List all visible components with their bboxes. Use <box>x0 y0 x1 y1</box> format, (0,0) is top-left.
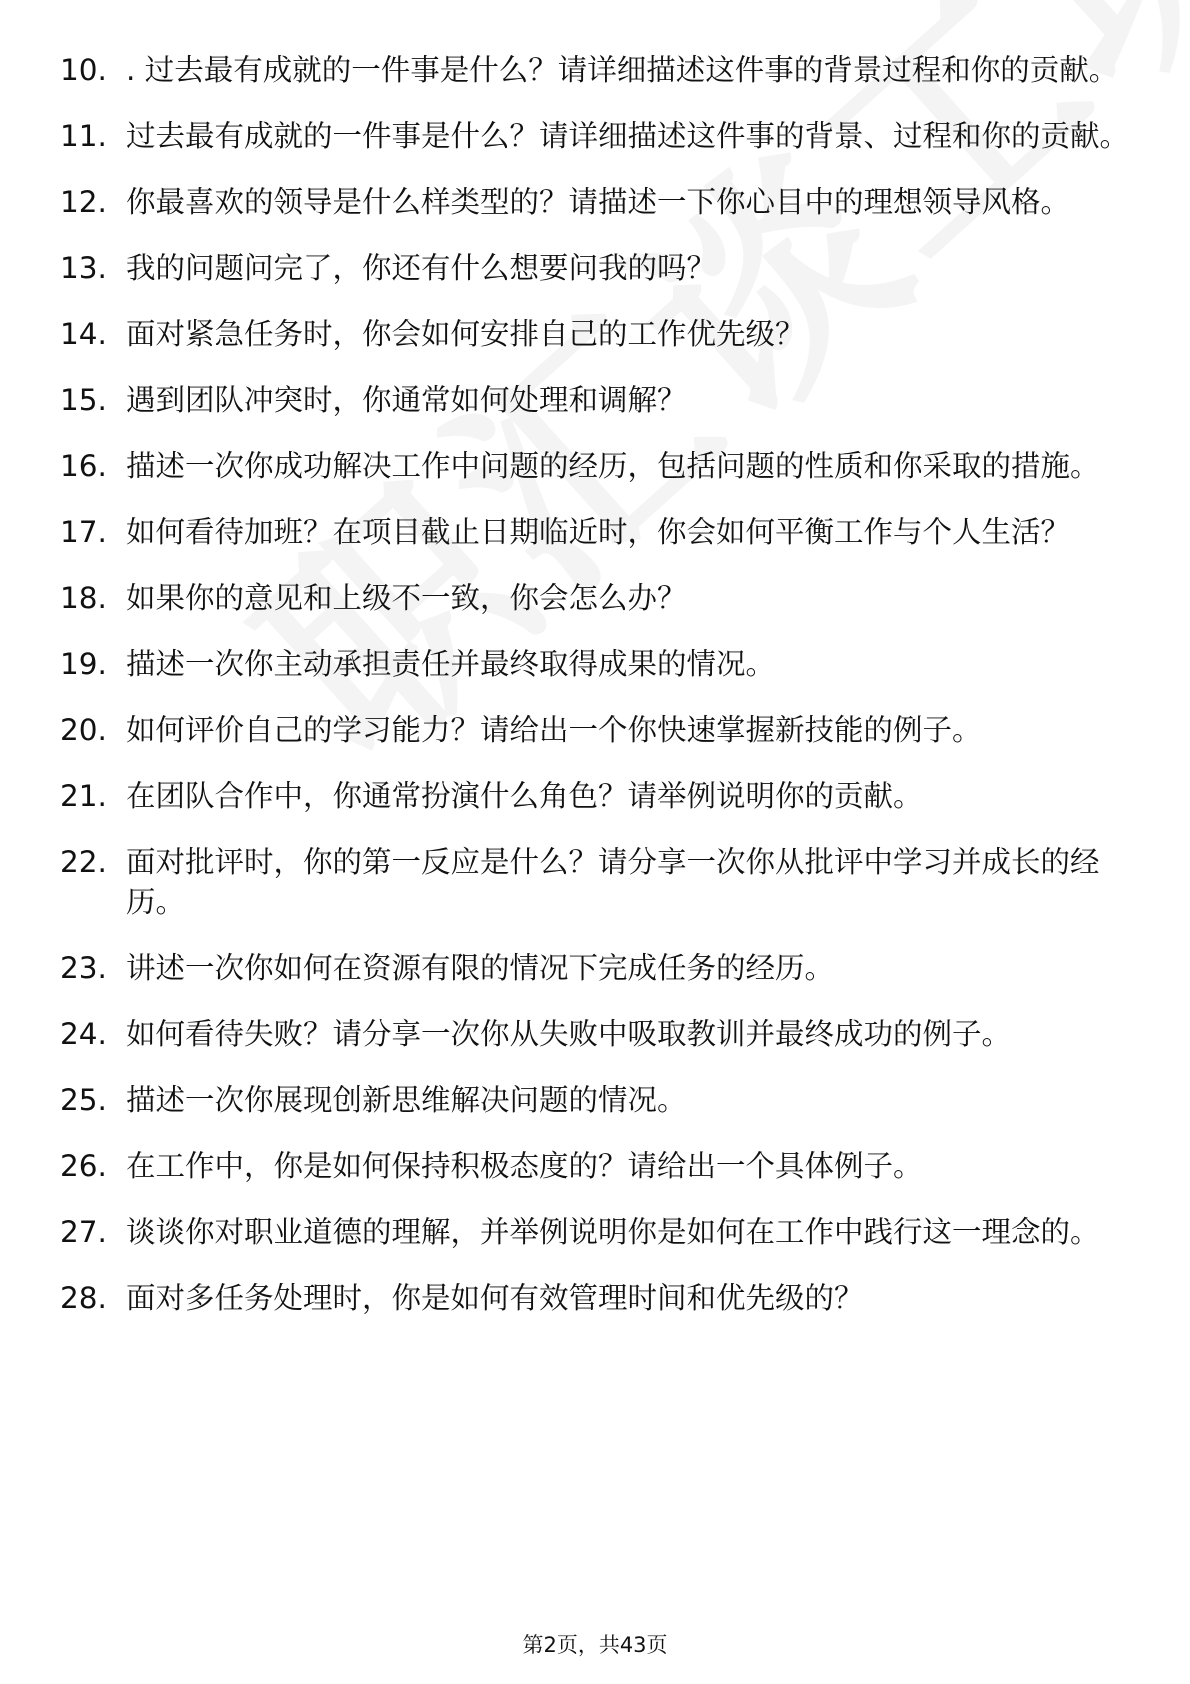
question-text: 面对批评时，你的第一反应是什么？请分享一次你从批评中学习并成长的经历。 <box>126 845 1100 919</box>
question-number: 23. <box>60 951 107 985</box>
list-item <box>60 248 1140 288</box>
list-item <box>60 776 1140 816</box>
question-number: 13. <box>60 251 107 285</box>
question-list <box>60 50 1140 1344</box>
question-text: 如何看待失败？请分享一次你从失败中吸取教训并最终成功的例子。 <box>126 1017 1012 1051</box>
question-text: 过去最有成就的一件事是什么？请详细描述这件事的背景、过程和你的贡献。 <box>126 119 1130 153</box>
question-text: 在团队合作中，你通常扮演什么角色？请举例说明你的贡献。 <box>126 779 923 813</box>
question-text: 谈谈你对职业道德的理解，并举例说明你是如何在工作中践行这一理念的。 <box>126 1215 1100 1249</box>
question-text: 如何评价自己的学习能力？请给出一个你快速掌握新技能的例子。 <box>126 713 982 747</box>
question-text: 如何看待加班？在项目截止日期临近时，你会如何平衡工作与个人生活？ <box>126 515 1071 549</box>
question-text: 讲述一次你如何在资源有限的情况下完成任务的经历。 <box>126 951 835 985</box>
question-number: 11. <box>60 119 107 153</box>
list-item <box>60 1014 1140 1054</box>
list-item <box>60 380 1140 420</box>
question-number: 10. <box>60 53 107 87</box>
question-number: 22. <box>60 845 107 879</box>
question-number: 26. <box>60 1149 107 1183</box>
list-item <box>60 948 1140 988</box>
list-item <box>60 1212 1140 1252</box>
question-text: 描述一次你展现创新思维解决问题的情况。 <box>126 1083 687 1117</box>
question-text: 面对多任务处理时，你是如何有效管理时间和优先级的？ <box>126 1281 864 1315</box>
question-text: 面对紧急任务时，你会如何安排自己的工作优先级？ <box>126 317 805 351</box>
question-number: 19. <box>60 647 107 681</box>
question-number: 15. <box>60 383 107 417</box>
list-item <box>60 512 1140 552</box>
list-item <box>60 1278 1140 1318</box>
question-number: 21. <box>60 779 107 813</box>
question-number: 25. <box>60 1083 107 1117</box>
question-text: 遇到团队冲突时，你通常如何处理和调解？ <box>126 383 687 417</box>
list-item <box>60 314 1140 354</box>
list-item <box>60 644 1140 684</box>
question-number: 28. <box>60 1281 107 1315</box>
list-item <box>60 710 1140 750</box>
list-item <box>60 182 1140 222</box>
list-item <box>60 578 1140 618</box>
question-number: 18. <box>60 581 107 615</box>
list-item <box>60 1080 1140 1120</box>
page-number-label: 第2页，共43页 <box>522 1633 668 1657</box>
list-item <box>60 116 1140 156</box>
list-item <box>60 842 1140 922</box>
question-text: 描述一次你主动承担责任并最终取得成果的情况。 <box>126 647 776 681</box>
question-number: 27. <box>60 1215 107 1249</box>
question-number: 12. <box>60 185 107 219</box>
question-text: 你最喜欢的领导是什么样类型的？请描述一下你心目中的理想领导风格。 <box>126 185 1071 219</box>
question-text: 如果你的意见和上级不一致，你会怎么办？ <box>126 581 687 615</box>
question-number: 14. <box>60 317 107 351</box>
question-text: 在工作中，你是如何保持积极态度的？请给出一个具体例子。 <box>126 1149 923 1183</box>
page-footer <box>0 1631 1190 1659</box>
question-number: 16. <box>60 449 107 483</box>
question-number: 20. <box>60 713 107 747</box>
question-text: 描述一次你成功解决工作中问题的经历，包括问题的性质和你采取的措施。 <box>126 449 1100 483</box>
list-item <box>60 1146 1140 1186</box>
list-item <box>60 50 1140 90</box>
question-text: 我的问题问完了，你还有什么想要问我的吗？ <box>126 251 717 285</box>
question-text: . 过去最有成就的一件事是什么？请详细描述这件事的背景过程和你的贡献。 <box>126 53 1119 87</box>
question-number: 17. <box>60 515 107 549</box>
question-number: 24. <box>60 1017 107 1051</box>
list-item <box>60 446 1140 486</box>
